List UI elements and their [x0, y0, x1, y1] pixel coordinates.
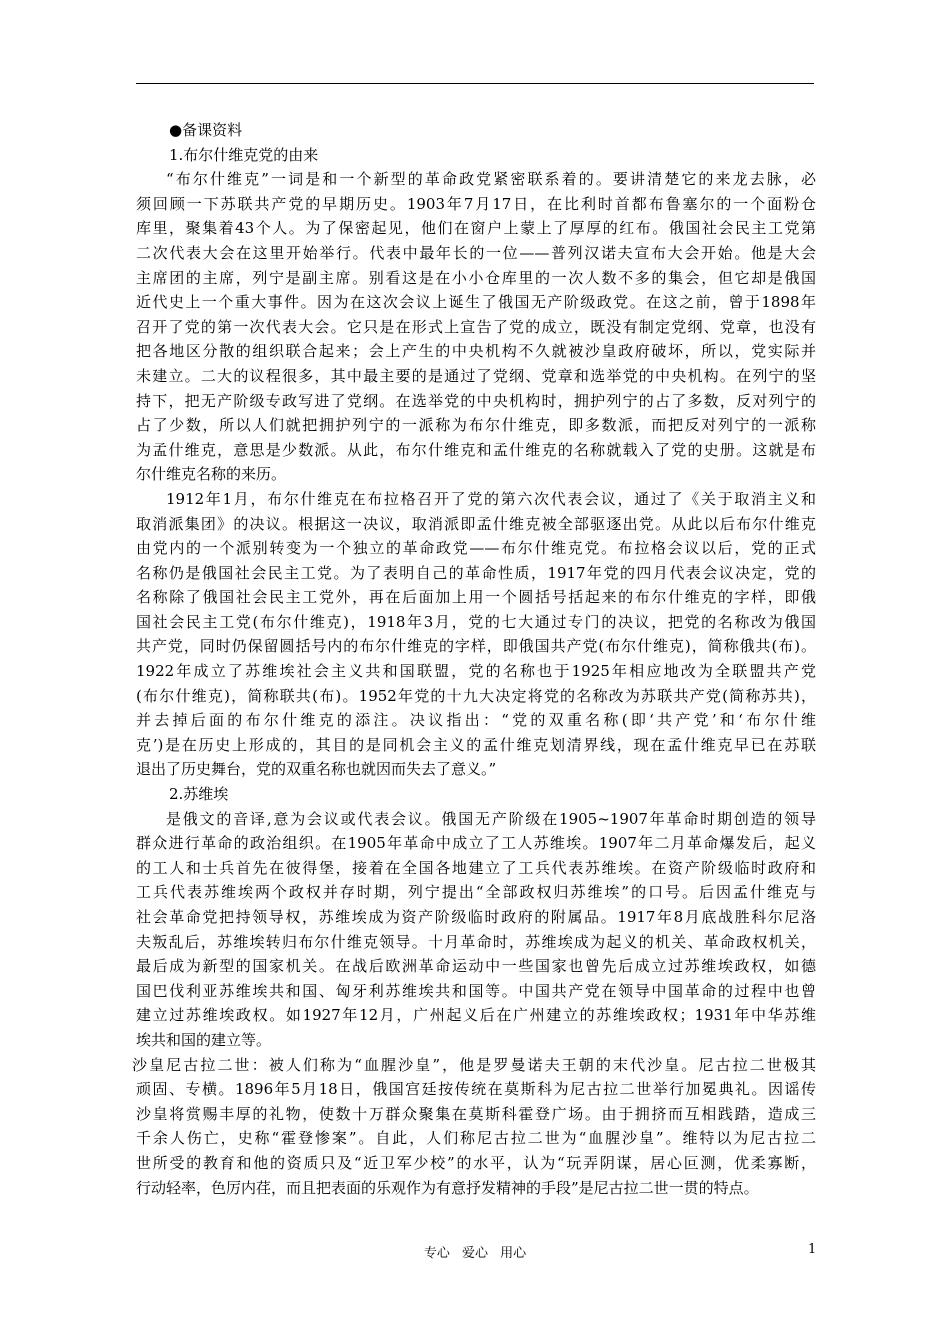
- paragraph-line: 千余人伤亡，史称“霍登惨案”。自此，人们称尼古拉二世为“血腥沙皇”。维特以为尼古拉二: [136, 1129, 816, 1148]
- paragraph-line: 沙皇将赏赐丰厚的礼物，使数十万群众聚集在莫斯科霍登广场。由于拥挤而互相践踏，造成三: [136, 1104, 816, 1123]
- paragraph-line: 名称除了俄国社会民主工党外，再在后面加上用一个圆括号括起来的布尔什维克的字样，即俄: [136, 588, 816, 607]
- paragraph-line: 沙皇尼古拉二世：被人们称为“血腥沙皇”，他是罗曼诺夫王朝的末代沙皇。尼古拉二世极其: [132, 1055, 816, 1074]
- section2-paragraph1: [136, 807, 816, 1053]
- paragraph-line: (布尔什维克)，简称联共(布)。1952年党的十九大决定将党的名称改为苏联共产党(简称苏共)，: [136, 686, 816, 705]
- paragraph-line: 最后成为新型的国家机关。在战后欧洲革命运动中一些国家也曾先后成立过苏维埃政权，如德: [136, 957, 816, 976]
- paragraph-line: 名称仍是俄国社会民主工党。为了表明自己的革命性质，1917年党的四月代表会议决定，党的: [136, 563, 816, 582]
- paragraph-line: 群众进行革命的政治组织。在1905年革命中成立了工人苏维埃。1907年二月革命爆发后，起义: [136, 834, 816, 853]
- section1-paragraph1: [136, 167, 816, 487]
- paragraph-line: 并去掉后面的布尔什维克的添注。决议指出：“党的双重名称(即‘共产党’和‘布尔什维: [136, 711, 816, 730]
- paragraph-line: 夫叛乱后，苏维埃转归布尔什维克领导。十月革命时，苏维埃成为起义的机关、革命政权机关，: [136, 932, 816, 951]
- document-body: [132, 118, 816, 1200]
- footer-motto: 专心 爱心 用心: [423, 1246, 527, 1261]
- paragraph-line: 顽固、专横。1896年5月18日，俄国宫廷按传统在莫斯科为尼古拉二世举行加冕典礼。因谣传: [136, 1080, 816, 1099]
- paragraph-line: 是俄文的音译,意为会议或代表会议。俄国无产阶级在1905~1907年革命时期创造的领导: [166, 809, 816, 828]
- paragraph-line: 主席团的主席，列宁是副主席。别看这是在小小仓库里的一次人数不多的集会，但它却是俄国: [136, 268, 816, 287]
- paragraph-line: 1922年成立了苏维埃社会主义共和国联盟，党的名称也于1925年相应地改为全联盟共产党: [136, 662, 816, 681]
- paragraph-line: 持下，把无产阶级专政写进了党纲。在选举党的中央机构时，拥护列宁的占了多数，反对列宁的: [136, 391, 816, 410]
- paragraph-line: 共产党，同时仍保留圆括号内的布尔什维克的字样，即俄国共产党(布尔什维克)，简称俄共(布)。: [136, 637, 816, 656]
- paragraph-line: 行动轻率，色厉内荏，而且把表面的乐观作为有意抒发精神的手段”是尼古拉二世一贯的特点。: [136, 1178, 759, 1197]
- paragraph-line: 国社会民主工党(布尔什维克)，1918年3月，党的七大通过专门的决议，把党的名称改为俄国: [136, 612, 816, 631]
- paragraph-line: 1912年1月，布尔什维克在布拉格召开了党的第六次代表会议，通过了《关于取消主义和: [166, 489, 816, 508]
- page-footer: [0, 1242, 950, 1264]
- paragraph-line: 须回顾一下苏联共产党的早期历史。1903年7月17日，在比利时首都布鲁塞尔的一个面粉仓: [136, 194, 816, 213]
- paragraph-line: 克’)是在历史上形成的，其目的是同机会主义的孟什维克划清界线，现在孟什维克早已在苏联: [136, 735, 816, 754]
- section-heading: ●备课资料: [169, 121, 243, 139]
- section3-paragraph1: [132, 1053, 816, 1201]
- paragraph-line: 二次代表大会在这里开始举行。代表中最年长的一位——普列汉诺夫宣布大会开始。他是大会: [136, 243, 816, 262]
- paragraph-line: 由党内的一个派别转变为一个独立的革命政党——布尔什维克党。布拉格会议以后，党的正式: [136, 539, 816, 558]
- paragraph-line: 埃共和国的建立等。: [136, 1030, 272, 1049]
- paragraph-line: 的工人和士兵首先在彼得堡，接着在全国各地建立了工兵代表苏维埃。在资产阶级临时政府和: [136, 858, 816, 877]
- paragraph-line: 把各地区分散的组织联合起来；会上产生的中央机构不久就被沙皇政府破坏，所以，党实际并: [136, 342, 816, 361]
- paragraph-line: 为孟什维克，意思是少数派。从此，布尔什维克和孟什维克的名称就载入了党的史册。这就是布: [136, 440, 816, 459]
- paragraph-line: 工兵代表苏维埃两个政权并存时期，列宁提出“全部政权归苏维埃”的口号。后因孟什维克与: [136, 883, 816, 902]
- section1-paragraph2: [136, 487, 816, 782]
- section2-title: 2.苏维埃: [169, 785, 229, 804]
- paragraph-line: 召开了党的第一次代表大会。它只是在形式上宣告了党的成立，既没有制定党纲、党章，也没有: [136, 317, 816, 336]
- page-number: 1: [808, 1242, 817, 1257]
- paragraph-line: 尔什维克名称的来历。: [136, 465, 287, 484]
- paragraph-line: 社会革命党把持领导权，苏维埃成为资产阶级临时政府的附属品。1917年8月底战胜科尔尼洛: [136, 908, 816, 926]
- paragraph-line: 国巴伐利亚苏维埃共和国、匈牙利苏维埃共和国等。中国共产党在领导中国革命的过程中也曾: [136, 981, 816, 1000]
- paragraph-line: 未建立。二大的议程很多，其中最主要的是通过了党纲、党章和选举党的中央机构。在列宁的坚: [136, 366, 816, 385]
- paragraph-line: 退出了历史舞台，党的双重名称也就因而失去了意义。”: [136, 760, 497, 779]
- paragraph-line: 近代史上一个重大事件。因为在这次会议上诞生了俄国无产阶级政党。在这之前，曾于1898年: [136, 293, 816, 312]
- paragraph-line: 占了少数，所以人们就把拥护列宁的一派称为布尔什维克，即多数派，而把反对列宁的一派称: [136, 416, 816, 435]
- paragraph-line: 库里，聚集着43个人。为了保密起见，他们在窗户上蒙上了厚厚的红布。俄国社会民主工党第: [136, 219, 816, 238]
- paragraph-line: 建立过苏维埃政权。如1927年12月，广州起义后在广州建立的苏维埃政权；1931年中华苏维: [136, 1006, 816, 1025]
- paragraph-line: 世所受的教育和他的资质只及“近卫军少校”的水平，认为“玩弄阴谋，居心叵测，优柔寡断，: [136, 1153, 816, 1172]
- header-rule: [136, 83, 814, 84]
- paragraph-line: “布尔什维克”一词是和一个新型的革命政党紧密联系着的。要讲清楚它的来龙去脉，必: [166, 170, 816, 189]
- paragraph-line: 取消派集团》的决议。根据这一决议，取消派即孟什维克被全部驱逐出党。从此以后布尔什维克: [136, 514, 816, 533]
- section1-title: 1.布尔什维克党的由来: [169, 145, 319, 164]
